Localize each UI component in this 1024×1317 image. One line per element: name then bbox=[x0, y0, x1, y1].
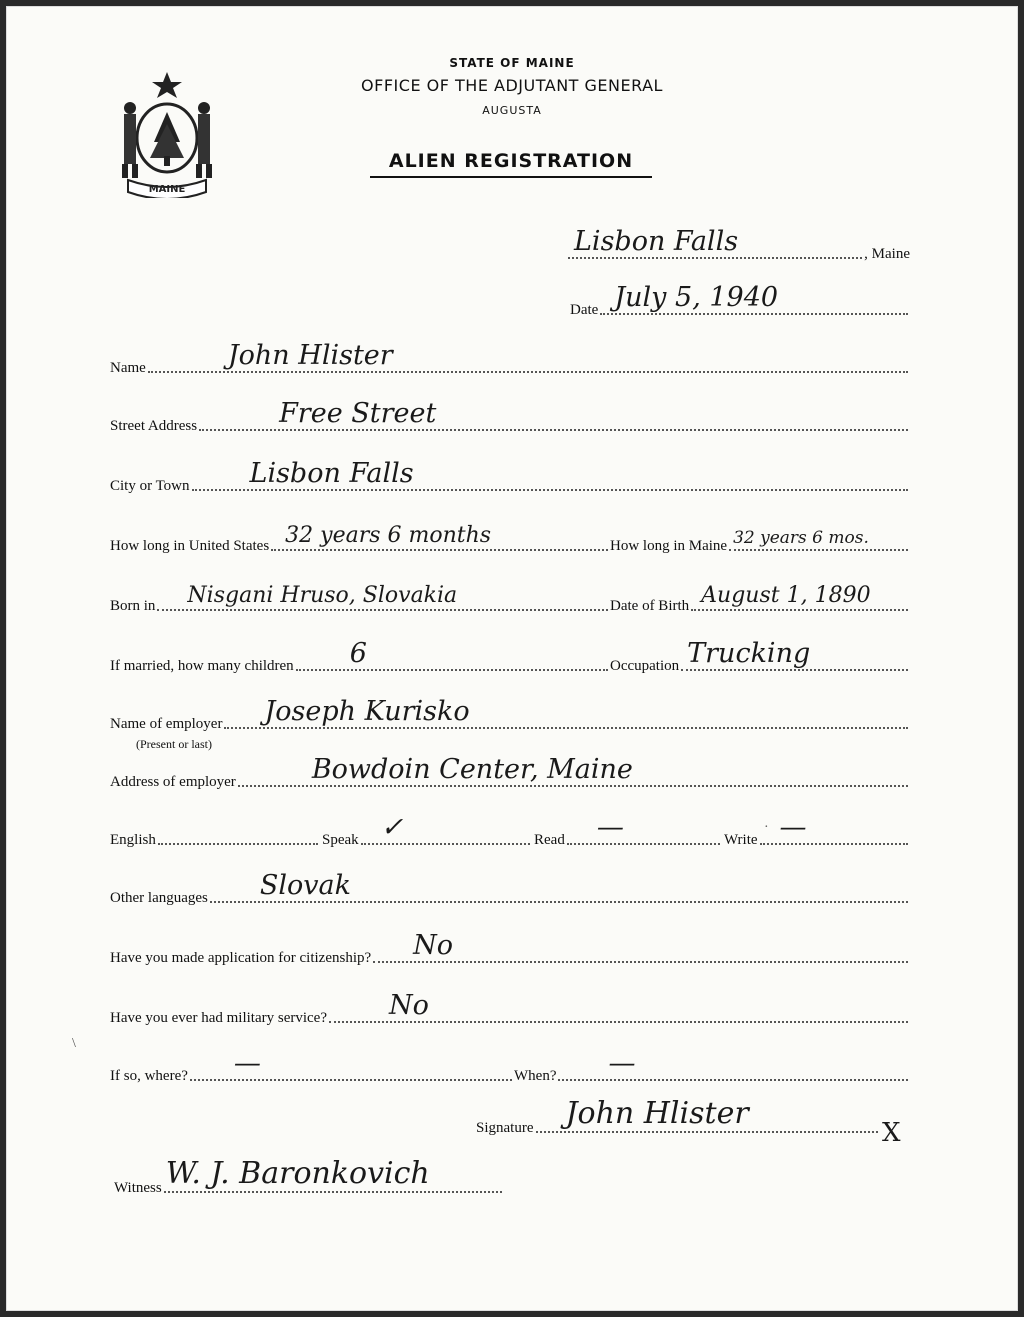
english-field bbox=[110, 832, 320, 849]
english-write-field[interactable] bbox=[724, 812, 910, 849]
signature-mark: X bbox=[882, 1118, 901, 1148]
occupation-field[interactable] bbox=[610, 638, 910, 675]
us-duration-field[interactable] bbox=[110, 523, 610, 555]
born-in-label: Born in bbox=[110, 598, 156, 614]
children-field[interactable] bbox=[110, 638, 610, 675]
city-town-label: City or Town bbox=[110, 478, 190, 494]
name-label: Name bbox=[110, 360, 146, 376]
write-value: — bbox=[779, 812, 807, 843]
military-field[interactable] bbox=[110, 990, 910, 1027]
employer-address-value: Bowdoin Center, Maine bbox=[311, 754, 633, 785]
speak-label: Speak bbox=[322, 832, 359, 848]
signature-value: John Hlister bbox=[565, 1096, 749, 1131]
maine-duration-value: 32 years 6 mos. bbox=[733, 528, 869, 548]
read-label: Read bbox=[534, 832, 565, 848]
place-field[interactable] bbox=[566, 226, 910, 263]
employer-label: Name of employer bbox=[110, 716, 223, 732]
date-value: July 5, 1940 bbox=[614, 282, 779, 313]
when-label: When? bbox=[514, 1068, 557, 1084]
employer-field[interactable] bbox=[110, 696, 910, 733]
children-value: 6 bbox=[349, 638, 367, 669]
where-field[interactable] bbox=[110, 1048, 514, 1085]
employer-sublabel: (Present or last) bbox=[136, 737, 212, 751]
witness-label: Witness bbox=[114, 1180, 162, 1196]
when-field[interactable] bbox=[514, 1048, 910, 1085]
name-field[interactable] bbox=[110, 340, 910, 377]
street-address-value: Free Street bbox=[279, 398, 437, 429]
city-town-field[interactable] bbox=[110, 458, 910, 495]
employer-value: Joseph Kurisko bbox=[264, 696, 470, 727]
born-in-field[interactable] bbox=[110, 583, 610, 615]
date-label: Date bbox=[570, 302, 599, 318]
children-label: If married, how many children bbox=[110, 658, 294, 674]
witness-value: W. J. Baronkovich bbox=[165, 1156, 430, 1191]
city-town-value: Lisbon Falls bbox=[249, 458, 414, 489]
registration-form-page bbox=[6, 6, 1018, 1311]
english-label: English bbox=[110, 832, 156, 848]
name-value: John Hlister bbox=[227, 340, 393, 371]
citizenship-field[interactable] bbox=[110, 930, 910, 967]
maine-duration-field[interactable] bbox=[610, 528, 910, 555]
date-of-birth-label: Date of Birth bbox=[610, 598, 690, 614]
us-duration-label: How long in United States bbox=[110, 538, 270, 554]
other-languages-value: Slovak bbox=[259, 870, 351, 901]
military-label: Have you ever had military service? bbox=[110, 1010, 327, 1026]
state-heading: STATE OF MAINE bbox=[449, 56, 575, 70]
occupation-label: Occupation bbox=[610, 658, 680, 674]
signature-field[interactable] bbox=[476, 1096, 880, 1137]
ink-dot-icon: · bbox=[764, 820, 769, 835]
military-value: No bbox=[389, 990, 429, 1021]
city-heading: AUGUSTA bbox=[482, 104, 542, 117]
speak-value: ✓ bbox=[380, 812, 404, 843]
street-address-label: Street Address bbox=[110, 418, 198, 434]
place-value: Lisbon Falls bbox=[574, 226, 739, 257]
born-in-value: Nisgani Hruso, Slovakia bbox=[187, 583, 458, 608]
street-address-field[interactable] bbox=[110, 398, 910, 435]
citizenship-value: No bbox=[413, 930, 454, 961]
signature-label: Signature bbox=[476, 1120, 534, 1136]
maine-duration-label: How long in Maine bbox=[610, 538, 728, 554]
date-field[interactable] bbox=[570, 282, 910, 319]
svg-text:MAINE: MAINE bbox=[148, 184, 186, 195]
date-of-birth-value: August 1, 1890 bbox=[701, 583, 871, 608]
date-of-birth-field[interactable] bbox=[610, 583, 910, 615]
place-suffix: , Maine bbox=[864, 246, 910, 262]
english-read-field[interactable] bbox=[534, 812, 722, 849]
other-languages-label: Other languages bbox=[110, 890, 208, 906]
office-heading: OFFICE OF THE ADJUTANT GENERAL bbox=[361, 76, 663, 95]
write-label: Write bbox=[724, 832, 758, 848]
paper-mark-icon: \ bbox=[72, 1036, 76, 1051]
when-value: — bbox=[608, 1048, 636, 1079]
witness-field[interactable] bbox=[114, 1156, 504, 1197]
occupation-value: Trucking bbox=[687, 638, 811, 669]
employer-address-label: Address of employer bbox=[110, 774, 236, 790]
other-languages-field[interactable] bbox=[110, 870, 910, 907]
us-duration-value: 32 years 6 months bbox=[285, 523, 492, 548]
where-value: — bbox=[233, 1048, 261, 1079]
english-speak-field[interactable] bbox=[322, 812, 532, 849]
read-value: — bbox=[596, 812, 624, 843]
employer-address-field[interactable] bbox=[110, 754, 910, 791]
where-label: If so, where? bbox=[110, 1068, 188, 1084]
citizenship-label: Have you made application for citizenship? bbox=[110, 950, 372, 966]
form-title: ALIEN REGISTRATION bbox=[370, 150, 652, 178]
